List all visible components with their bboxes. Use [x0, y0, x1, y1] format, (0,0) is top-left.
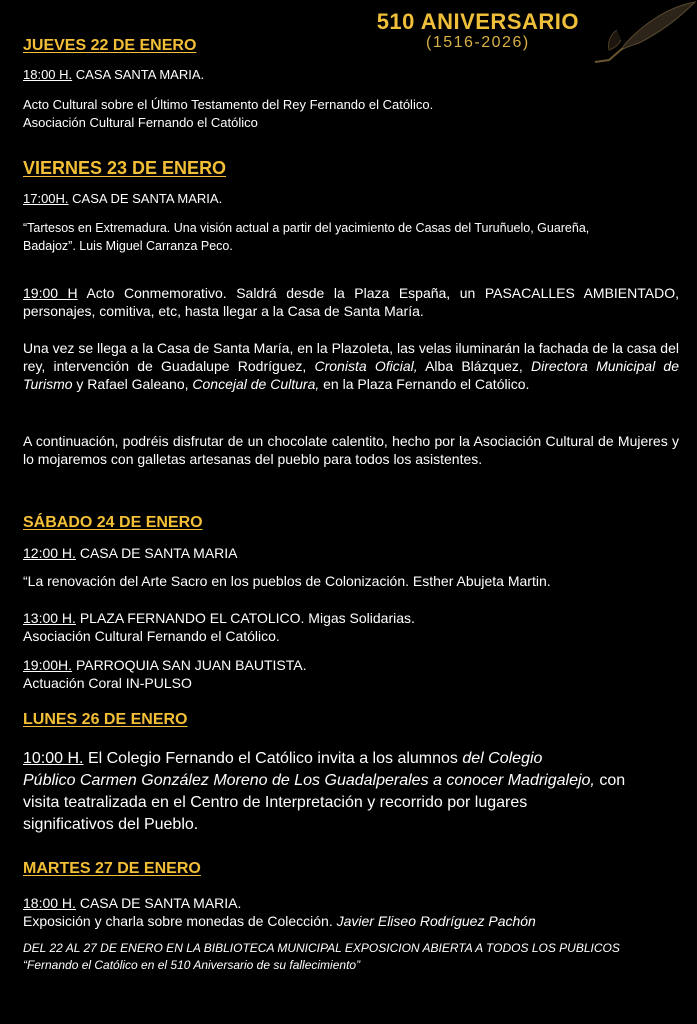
event-place: CASA DE SANTA MARIA — [79, 545, 238, 561]
role-cronista: Cronista Oficial, — [314, 358, 418, 374]
event-description: “La renovación del Arte Sacro en los pueblos de Colonización. Esther Abujeta Martin. — [23, 573, 551, 589]
event-time: 18:00 H. — [23, 895, 76, 911]
day-heading-jueves: JUEVES 22 DE ENERO — [23, 37, 197, 54]
anniversary-years: (1516-2026) — [426, 34, 530, 51]
event-place: PARROQUIA SAN JUAN BAUTISTA. — [75, 657, 307, 673]
event-text: visita teatralizada en el Centro de Interpretación y recorrido por lugares — [23, 794, 528, 811]
anniversary-header — [377, 10, 579, 52]
event-time: 10:00 H. — [23, 750, 84, 767]
footer-exhibition-line: DEL 22 AL 27 DE ENERO EN LA BIBLIOTECA MUNICIPAL EXPOSICION ABIERTA A TODOS LOS PUBLICOS — [23, 941, 620, 955]
event-paragraph-chocolate: A continuación, podréis disfrutar de un chocolate calentito, hecho por la Asociación Cultural de Mujeres y lo mojaremos con galletas artesanas del pueblo para todos los asistentes. — [23, 433, 679, 467]
anniversary-title: 510 ANIVERSARIO — [376, 9, 579, 34]
event-text: con — [599, 772, 626, 789]
paragraph-text: Una vez se llega a la Casa de Santa María, en la Plazoleta, las velas iluminarán la fachada de la casa del rey, intervención de Guadalupe Rodríguez, — [23, 340, 679, 374]
event-text: El Colegio Fernando el Católico invita a los alumnos — [87, 750, 458, 767]
event-text-italic: del Colegio — [462, 750, 543, 767]
event-time: 19:00 H — [23, 285, 78, 301]
event-time: 13:00 H. — [23, 610, 76, 626]
event-school-visit — [23, 748, 679, 836]
event-time: 18:00 H. — [23, 67, 73, 82]
event-time: 12:00 H. — [23, 545, 76, 561]
event-time-place — [23, 894, 679, 912]
event-place: CASA SANTA MARIA. — [75, 67, 205, 82]
paragraph-text: y Rafael Galeano, — [76, 376, 189, 392]
event-time-place — [23, 544, 679, 562]
event-commemorative-act — [23, 284, 679, 320]
event-time: 17:00H. — [23, 191, 69, 206]
event-time-place — [23, 66, 679, 84]
event-description: Asociación Cultural Fernando el Católico. — [23, 628, 280, 644]
paragraph-text: Alba Blázquez, — [425, 358, 523, 374]
event-description: Actuación Coral IN-PULSO — [23, 675, 192, 691]
day-heading-lunes: LUNES 26 DE ENERO — [23, 711, 188, 728]
event-speaker: Javier Eliseo Rodríguez Pachón — [336, 913, 536, 929]
event-description-line2: Badajoz”. Luis Miguel Carranza Peco. — [23, 239, 233, 253]
event-description: Acto Cultural sobre el Último Testamento del Rey Fernando el Católico. — [23, 97, 434, 112]
event-description — [23, 912, 679, 930]
event-organizer: Asociación Cultural Fernando el Católico — [23, 115, 258, 130]
event-paragraph-candles — [23, 339, 679, 393]
event-time-place — [23, 190, 679, 208]
event-place: CASA DE SANTA MARIA. — [79, 895, 242, 911]
day-heading-martes: MARTES 27 DE ENERO — [23, 860, 201, 877]
day-heading-sabado: SÁBADO 24 DE ENERO — [23, 514, 203, 531]
event-text: significativos del Pueblo. — [23, 816, 199, 833]
role-directora: Directora Municipal de Turismo — [23, 358, 679, 392]
role-concejal: Concejal de Cultura, — [192, 376, 320, 392]
event-text: Exposición y charla sobre monedas de Colección. — [23, 913, 333, 929]
event-time-place — [23, 656, 679, 674]
event-description-line1: “Tartesos en Extremadura. Una visión actual a partir del yacimiento de Casas del Turuñuelo, Guareña, — [23, 221, 590, 235]
quill-pen-icon — [587, 0, 697, 70]
event-text: Acto Conmemorativo. Saldrá desde la Plaza España, un PASACALLES AMBIENTADO, personajes, comitiva, etc, hasta llegar a la Casa de Santa María. — [23, 285, 679, 319]
paragraph-text: en la Plaza Fernando el Católico. — [323, 376, 530, 392]
event-time-place — [23, 609, 679, 627]
day-heading-viernes: VIERNES 23 DE ENERO — [23, 158, 227, 178]
event-place: PLAZA FERNANDO EL CATOLICO. Migas Solidarias. — [79, 610, 415, 626]
event-text-italic: Público Carmen González Moreno de Los Guadalperales a conocer Madrigalejo, — [23, 772, 595, 789]
event-time: 19:00H. — [23, 657, 73, 673]
event-place: CASA DE SANTA MARIA. — [72, 191, 223, 206]
footer-exhibition-title: “Fernando el Católico en el 510 Aniversario de su fallecimiento” — [23, 958, 361, 972]
